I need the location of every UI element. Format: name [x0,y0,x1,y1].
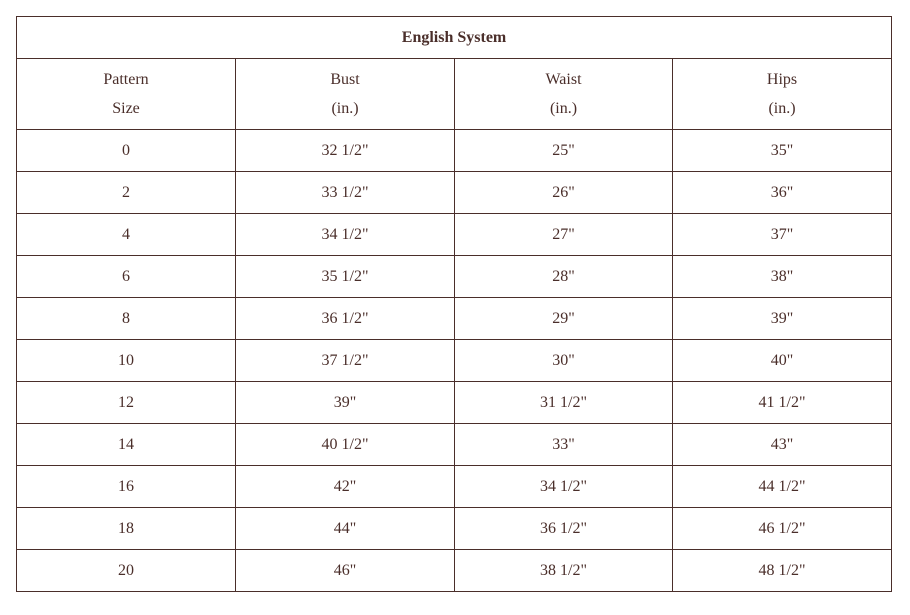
cell-pattern-size: 6 [17,256,236,298]
cell-waist: 36 1/2" [455,508,673,550]
column-header-line2: (in.) [331,100,359,117]
column-header-line2: Size [112,100,140,117]
cell-bust: 35 1/2" [236,256,455,298]
table-row [17,508,892,550]
cell-waist: 38 1/2" [455,550,673,592]
cell-waist: 28" [455,256,673,298]
table-row [17,424,892,466]
cell-hips: 46 1/2" [673,508,892,550]
table-row [17,256,892,298]
size-chart-table [16,16,892,592]
cell-waist: 25" [455,130,673,172]
cell-pattern-size: 0 [17,130,236,172]
cell-pattern-size: 4 [17,214,236,256]
cell-hips: 36" [673,172,892,214]
cell-hips: 35" [673,130,892,172]
cell-hips: 43" [673,424,892,466]
column-header-line2: (in.) [768,100,796,117]
cell-bust: 44" [236,508,455,550]
cell-waist: 29" [455,298,673,340]
column-header-bust [236,59,455,130]
cell-waist: 34 1/2" [455,466,673,508]
cell-hips: 41 1/2" [673,382,892,424]
cell-waist: 27" [455,214,673,256]
table-row [17,382,892,424]
cell-hips: 37" [673,214,892,256]
table-title: English System [17,17,892,59]
cell-pattern-size: 14 [17,424,236,466]
table-row [17,214,892,256]
cell-pattern-size: 10 [17,340,236,382]
table-row [17,130,892,172]
cell-pattern-size: 20 [17,550,236,592]
table-row [17,172,892,214]
cell-waist: 26" [455,172,673,214]
cell-pattern-size: 8 [17,298,236,340]
cell-hips: 48 1/2" [673,550,892,592]
cell-pattern-size: 16 [17,466,236,508]
cell-bust: 32 1/2" [236,130,455,172]
cell-bust: 36 1/2" [236,298,455,340]
column-header-line1: Pattern [103,71,149,88]
cell-bust: 40 1/2" [236,424,455,466]
cell-hips: 44 1/2" [673,466,892,508]
cell-bust: 33 1/2" [236,172,455,214]
column-header-line1: Hips [766,71,798,88]
table-row [17,340,892,382]
cell-bust: 34 1/2" [236,214,455,256]
cell-bust: 46" [236,550,455,592]
cell-pattern-size: 18 [17,508,236,550]
cell-hips: 39" [673,298,892,340]
cell-pattern-size: 12 [17,382,236,424]
column-header-line2: (in.) [549,100,578,117]
column-header-waist [455,59,673,130]
column-header-hips [673,59,892,130]
table-row [17,466,892,508]
cell-bust: 37 1/2" [236,340,455,382]
cell-hips: 38" [673,256,892,298]
cell-hips: 40" [673,340,892,382]
table-row [17,298,892,340]
cell-waist: 31 1/2" [455,382,673,424]
cell-pattern-size: 2 [17,172,236,214]
header-row [17,59,892,130]
cell-bust: 39" [236,382,455,424]
column-header-line1: Bust [330,71,360,88]
column-header-pattern-size [17,59,236,130]
table-row [17,550,892,592]
cell-bust: 42" [236,466,455,508]
column-header-line1: Waist [545,71,582,88]
cell-waist: 30" [455,340,673,382]
cell-waist: 33" [455,424,673,466]
